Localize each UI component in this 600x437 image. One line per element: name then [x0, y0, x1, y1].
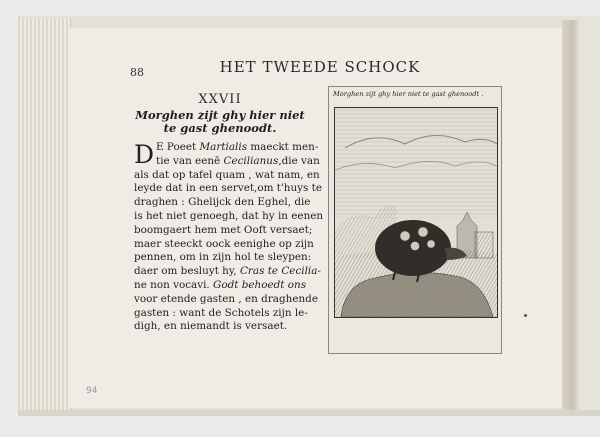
drop-cap: D: [134, 140, 155, 169]
emblem-title-line: Morghen zijt ghy hier niet: [135, 108, 305, 122]
plate-caption: Morghen zijt ghy hier niet te gast ghenoodt .: [333, 90, 484, 98]
body-line: [134, 237, 314, 252]
body-line: [134, 307, 310, 321]
page-number: 88: [130, 66, 144, 79]
body-line: [134, 292, 318, 307]
body-line-segment: maer steeckt oock eenighe op zijn: [134, 237, 314, 250]
body-line: [134, 209, 324, 224]
body-line-segment: ,die van: [278, 154, 320, 167]
body-line-segment: digh, en niemandt is versaet.: [134, 320, 288, 333]
emblem-number: XXVII: [198, 92, 242, 107]
page-edges: [18, 18, 71, 414]
emblem-title: [134, 109, 306, 135]
body-line: [134, 279, 310, 293]
body-line-segment: als dat op tafel quam , wat nam, en: [134, 168, 320, 181]
body-line-segment: Cras te Cecilia-: [239, 265, 321, 278]
book-gutter: [562, 20, 580, 412]
body-line-segment: pennen, om in zijn hol te sleypen:: [134, 251, 312, 264]
body-line-segment: voor etende gasten , en draghende: [134, 292, 318, 305]
engraving-plate: [328, 86, 502, 354]
book-bottom-edge: [18, 410, 600, 416]
hedgehog-engraving: [334, 107, 498, 318]
body-line: [134, 196, 310, 210]
next-page-edge: [580, 18, 600, 414]
body-line: [134, 320, 310, 334]
body-line: [134, 141, 319, 155]
body-line-segment: ne non vocavi: [134, 278, 207, 291]
body-line-segment: is het niet genoegh, dat hy in eenen: [134, 209, 324, 222]
emblem-text-block: [130, 90, 324, 352]
body-line: [134, 251, 310, 265]
body-line: [134, 265, 321, 279]
body-line-segment: Cecilianus: [223, 154, 279, 167]
body-line-segment: leyde dat in een servet,om t'huys te: [134, 182, 322, 195]
body-line: [134, 154, 320, 169]
pencil-mark: 94: [86, 386, 98, 396]
body-line-segment: E Poeet: [156, 141, 200, 153]
body-line-segment: draghen : Ghelijck den Eghel, die: [134, 196, 311, 209]
body-line-segment: gasten : want de Schotels zijn le-: [134, 306, 308, 319]
body-line-segment: maeckt men-: [247, 141, 319, 153]
body-line-segment: . Godt behoedt ons: [206, 278, 307, 291]
body-line: [134, 168, 320, 183]
ink-spot: [524, 314, 527, 317]
body-line-segment: boomgaert hem met Ooft versaet;: [134, 223, 313, 236]
emblem-title-line: te gast ghenoodt.: [163, 121, 277, 135]
body-line-segment: tie van eenē: [156, 154, 224, 167]
emblem-body-text: [130, 140, 324, 334]
body-line: [134, 223, 313, 238]
body-line-segment: Martialis: [199, 141, 248, 153]
engraving-svg: [335, 108, 497, 317]
body-line: [134, 182, 322, 196]
body-line-segment: daer om besluyt hy,: [134, 265, 240, 278]
running-head: HET TWEEDE SCHOCK: [219, 58, 421, 76]
